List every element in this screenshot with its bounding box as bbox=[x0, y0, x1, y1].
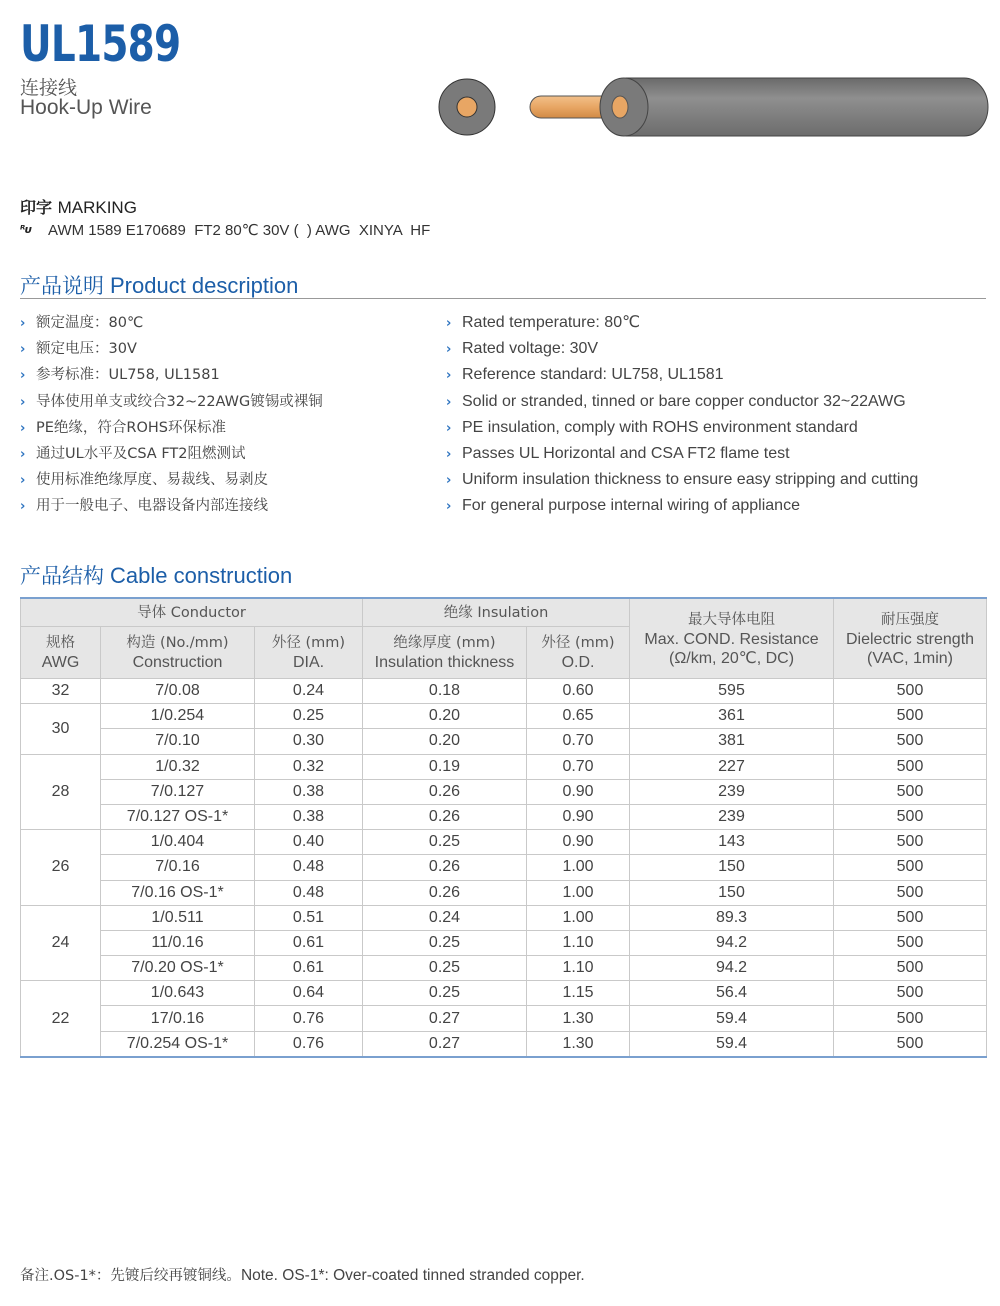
table-cell: 0.48 bbox=[255, 880, 363, 905]
construction-title-cn: 产品结构 bbox=[20, 564, 104, 588]
table-cell: 1.10 bbox=[527, 956, 630, 981]
description-list-en bbox=[446, 310, 918, 520]
header-insulation: 绝缘 Insulation bbox=[363, 598, 630, 627]
table-cell: 500 bbox=[834, 905, 987, 930]
table-row bbox=[21, 956, 987, 981]
table-cell: 500 bbox=[834, 880, 987, 905]
table-cell: 0.90 bbox=[527, 830, 630, 855]
marking-text: AWM 1589 E170689 FT2 80℃ 30V ( ) AWG XINYA HF bbox=[48, 222, 431, 239]
list-item bbox=[20, 493, 323, 519]
table-cell: 11/0.16 bbox=[101, 930, 255, 955]
table-cell: 0.26 bbox=[363, 779, 527, 804]
list-item-text: For general purpose internal wiring of appliance bbox=[462, 497, 800, 515]
table-cell: 7/0.16 bbox=[101, 855, 255, 880]
table-row bbox=[21, 880, 987, 905]
list-item-text: 用于一般电子、电器设备内部连接线 bbox=[36, 498, 268, 515]
table-cell: 7/0.16 OS-1* bbox=[101, 880, 255, 905]
table-cell: 1.15 bbox=[527, 981, 630, 1006]
table-cell: 381 bbox=[630, 729, 834, 754]
table-cell: 500 bbox=[834, 779, 987, 804]
awg-cell: 30 bbox=[21, 704, 101, 754]
chevron-right-icon: › bbox=[446, 446, 452, 462]
table-row bbox=[21, 804, 987, 829]
chevron-right-icon: › bbox=[20, 499, 26, 515]
list-item bbox=[446, 441, 918, 467]
chevron-right-icon: › bbox=[446, 368, 452, 384]
table-cell: 59.4 bbox=[630, 1031, 834, 1057]
table-row bbox=[21, 830, 987, 855]
chevron-right-icon: › bbox=[20, 342, 26, 358]
footnote bbox=[20, 1264, 585, 1285]
table-row bbox=[21, 1006, 987, 1031]
table-cell: 7/0.20 OS-1* bbox=[101, 956, 255, 981]
wire-side-view-icon bbox=[530, 78, 988, 136]
table-cell: 56.4 bbox=[630, 981, 834, 1006]
table-cell: 0.25 bbox=[363, 981, 527, 1006]
chevron-right-icon: › bbox=[446, 316, 452, 331]
table-cell: 239 bbox=[630, 804, 834, 829]
table-cell: 500 bbox=[834, 930, 987, 955]
description-title-cn: 产品说明 bbox=[20, 274, 104, 298]
table-row bbox=[21, 729, 987, 754]
table-cell: 17/0.16 bbox=[101, 1006, 255, 1031]
chevron-right-icon: › bbox=[446, 420, 452, 436]
table-cell: 0.61 bbox=[255, 956, 363, 981]
awg-cell: 28 bbox=[21, 754, 101, 830]
chevron-right-icon: › bbox=[446, 473, 452, 489]
table-cell: 0.24 bbox=[255, 679, 363, 704]
chevron-right-icon: › bbox=[20, 420, 26, 436]
table-cell: 0.90 bbox=[527, 804, 630, 829]
table-cell: 0.24 bbox=[363, 905, 527, 930]
construction-section-title bbox=[20, 560, 292, 590]
list-item-text: 额定温度：80℃ bbox=[36, 315, 144, 331]
list-item bbox=[446, 493, 918, 519]
chevron-right-icon: › bbox=[446, 499, 452, 515]
footnote-cn: 备注.OS-1*：先镀后绞再镀铜线。 bbox=[20, 1268, 241, 1284]
list-item bbox=[20, 441, 323, 467]
header-awg: 规格 AWG bbox=[21, 627, 101, 679]
header-conductor-dia: 外径 (mm) DIA. bbox=[255, 627, 363, 679]
description-title-en: Product description bbox=[110, 273, 299, 298]
table-cell: 0.27 bbox=[363, 1031, 527, 1057]
table-cell: 0.40 bbox=[255, 830, 363, 855]
table-cell: 1/0.643 bbox=[101, 981, 255, 1006]
table-cell: 0.60 bbox=[527, 679, 630, 704]
table-cell: 500 bbox=[834, 729, 987, 754]
wire-illustration bbox=[436, 66, 990, 138]
table-cell: 500 bbox=[834, 956, 987, 981]
table-cell: 500 bbox=[834, 704, 987, 729]
table-cell: 1.30 bbox=[527, 1006, 630, 1031]
header-outer-diameter: 外径 (mm) O.D. bbox=[527, 627, 630, 679]
list-item bbox=[446, 467, 918, 493]
marking-label bbox=[20, 195, 137, 218]
table-cell: 0.25 bbox=[363, 830, 527, 855]
table-row bbox=[21, 704, 987, 729]
table-cell: 1.00 bbox=[527, 855, 630, 880]
table-row bbox=[21, 679, 987, 704]
list-item-text: Solid or stranded, tinned or bare copper conductor 32~22AWG bbox=[462, 392, 906, 410]
table-row bbox=[21, 981, 987, 1006]
section-divider bbox=[20, 298, 986, 299]
list-item-text: 通过UL水平及CSA FT2阻燃测试 bbox=[36, 445, 246, 462]
list-item bbox=[20, 362, 323, 388]
svg-text:ᴿᴜ: ᴿᴜ bbox=[20, 222, 31, 235]
product-name-en: Hook-Up Wire bbox=[20, 96, 152, 119]
header-resistance: 最大导体电阻 Max. COND. Resistance (Ω/km, 20℃, DC) bbox=[630, 598, 834, 679]
table-cell: 0.19 bbox=[363, 754, 527, 779]
list-item bbox=[446, 415, 918, 441]
list-item-text: PE绝缘，符合ROHS环保标准 bbox=[36, 419, 227, 436]
table-cell: 1/0.254 bbox=[101, 704, 255, 729]
table-cell: 0.76 bbox=[255, 1006, 363, 1031]
product-name-cn: 连接线 bbox=[20, 77, 78, 99]
table-row bbox=[21, 930, 987, 955]
table-cell: 0.38 bbox=[255, 779, 363, 804]
marking-text-line bbox=[20, 221, 430, 239]
list-item bbox=[446, 310, 918, 336]
list-item-text: Rated voltage: 30V bbox=[462, 340, 599, 358]
footnote-en: Note. OS-1*: Over-coated tinned stranded copper. bbox=[240, 1267, 585, 1284]
table-cell: 500 bbox=[834, 754, 987, 779]
table-cell: 0.20 bbox=[363, 704, 527, 729]
table-cell: 0.70 bbox=[527, 729, 630, 754]
marking-label-en: MARKING bbox=[57, 198, 137, 217]
list-item bbox=[20, 467, 323, 493]
table-row bbox=[21, 1031, 987, 1057]
table-cell: 1/0.511 bbox=[101, 905, 255, 930]
table-cell: 1.10 bbox=[527, 930, 630, 955]
list-item-text: PE insulation, comply with ROHS environment standard bbox=[462, 418, 858, 436]
header-conductor: 导体 Conductor bbox=[21, 598, 363, 627]
table-cell: 0.25 bbox=[363, 930, 527, 955]
table-cell: 1/0.32 bbox=[101, 754, 255, 779]
table-cell: 7/0.127 OS-1* bbox=[101, 804, 255, 829]
table-row bbox=[21, 779, 987, 804]
awg-cell: 24 bbox=[21, 905, 101, 981]
table-row bbox=[21, 754, 987, 779]
table-cell: 500 bbox=[834, 1031, 987, 1057]
table-cell: 0.27 bbox=[363, 1006, 527, 1031]
table-cell: 0.64 bbox=[255, 981, 363, 1006]
awg-cell: 26 bbox=[21, 830, 101, 906]
table-cell: 1.00 bbox=[527, 905, 630, 930]
list-item bbox=[446, 362, 918, 388]
table-cell: 7/0.10 bbox=[101, 729, 255, 754]
list-item-text: 导体使用单支或绞合32~22AWG镀锡或裸铜 bbox=[36, 393, 323, 410]
list-item-text: 参考标准：UL758, UL1581 bbox=[36, 367, 220, 384]
table-cell: 1.30 bbox=[527, 1031, 630, 1057]
table-cell: 0.26 bbox=[363, 804, 527, 829]
table-cell: 0.90 bbox=[527, 779, 630, 804]
table-cell: 239 bbox=[630, 779, 834, 804]
table-cell: 0.18 bbox=[363, 679, 527, 704]
description-list-cn bbox=[20, 310, 323, 520]
list-item bbox=[20, 389, 323, 415]
list-item bbox=[20, 310, 323, 336]
table-cell: 595 bbox=[630, 679, 834, 704]
chevron-right-icon: › bbox=[20, 446, 26, 462]
table-cell: 143 bbox=[630, 830, 834, 855]
list-item bbox=[446, 336, 918, 362]
table-cell: 59.4 bbox=[630, 1006, 834, 1031]
chevron-right-icon: › bbox=[446, 342, 452, 358]
table-cell: 150 bbox=[630, 855, 834, 880]
header-insulation-thickness: 绝缘厚度 (mm) Insulation thickness bbox=[363, 627, 527, 679]
list-item-text: Rated temperature: 80℃ bbox=[462, 314, 641, 331]
description-section-title bbox=[20, 270, 298, 300]
table-body bbox=[21, 679, 987, 1057]
table-cell: 94.2 bbox=[630, 930, 834, 955]
table-cell: 500 bbox=[834, 804, 987, 829]
awg-cell: 22 bbox=[21, 981, 101, 1057]
header-dielectric: 耐压强度 Dielectric strength (VAC, 1min) bbox=[834, 598, 987, 679]
table-cell: 0.70 bbox=[527, 754, 630, 779]
table-cell: 500 bbox=[834, 1006, 987, 1031]
table-cell: 0.30 bbox=[255, 729, 363, 754]
cable-construction-table bbox=[20, 597, 987, 1058]
table-cell: 0.32 bbox=[255, 754, 363, 779]
ul-logo-icon bbox=[20, 223, 38, 238]
table-cell: 0.20 bbox=[363, 729, 527, 754]
table-cell: 0.61 bbox=[255, 930, 363, 955]
wire-cross-section-icon bbox=[439, 79, 495, 135]
table-cell: 7/0.127 bbox=[101, 779, 255, 804]
table-cell: 361 bbox=[630, 704, 834, 729]
list-item bbox=[446, 389, 918, 415]
product-model-title: UL1589 bbox=[20, 15, 181, 73]
table-cell: 0.51 bbox=[255, 905, 363, 930]
list-item-text: 使用标准绝缘厚度、易裁线、易剥皮 bbox=[36, 472, 268, 489]
table-cell: 0.25 bbox=[255, 704, 363, 729]
table-cell: 89.3 bbox=[630, 905, 834, 930]
table-cell: 7/0.08 bbox=[101, 679, 255, 704]
table-cell: 94.2 bbox=[630, 956, 834, 981]
table-cell: 0.76 bbox=[255, 1031, 363, 1057]
table-cell: 0.26 bbox=[363, 855, 527, 880]
table-row bbox=[21, 855, 987, 880]
table-cell: 150 bbox=[630, 880, 834, 905]
chevron-right-icon: › bbox=[20, 473, 26, 489]
list-item-text: Reference standard: UL758, UL1581 bbox=[462, 366, 724, 384]
marking-label-cn: 印字 bbox=[20, 198, 53, 217]
chevron-right-icon: › bbox=[446, 394, 452, 410]
table-cell: 1/0.404 bbox=[101, 830, 255, 855]
chevron-right-icon: › bbox=[20, 316, 26, 331]
list-item bbox=[20, 415, 323, 441]
table-cell: 500 bbox=[834, 830, 987, 855]
table-cell: 0.26 bbox=[363, 880, 527, 905]
table-cell: 0.25 bbox=[363, 956, 527, 981]
awg-cell: 32 bbox=[21, 679, 101, 704]
table-cell: 0.48 bbox=[255, 855, 363, 880]
construction-title-en: Cable construction bbox=[110, 563, 293, 588]
table-row bbox=[21, 905, 987, 930]
table-cell: 500 bbox=[834, 855, 987, 880]
list-item-text: 额定电压：30V bbox=[36, 341, 137, 358]
table-cell: 500 bbox=[834, 679, 987, 704]
table-cell: 227 bbox=[630, 754, 834, 779]
table-cell: 7/0.254 OS-1* bbox=[101, 1031, 255, 1057]
table-cell: 500 bbox=[834, 981, 987, 1006]
chevron-right-icon: › bbox=[20, 394, 26, 410]
chevron-right-icon: › bbox=[20, 368, 26, 384]
list-item bbox=[20, 336, 323, 362]
table-cell: 0.65 bbox=[527, 704, 630, 729]
header-construction: 构造 (No./mm) Construction bbox=[101, 627, 255, 679]
list-item-text: Uniform insulation thickness to ensure easy stripping and cutting bbox=[462, 471, 919, 489]
table-cell: 0.38 bbox=[255, 804, 363, 829]
list-item-text: Passes UL Horizontal and CSA FT2 flame test bbox=[462, 444, 790, 462]
table-cell: 1.00 bbox=[527, 880, 630, 905]
